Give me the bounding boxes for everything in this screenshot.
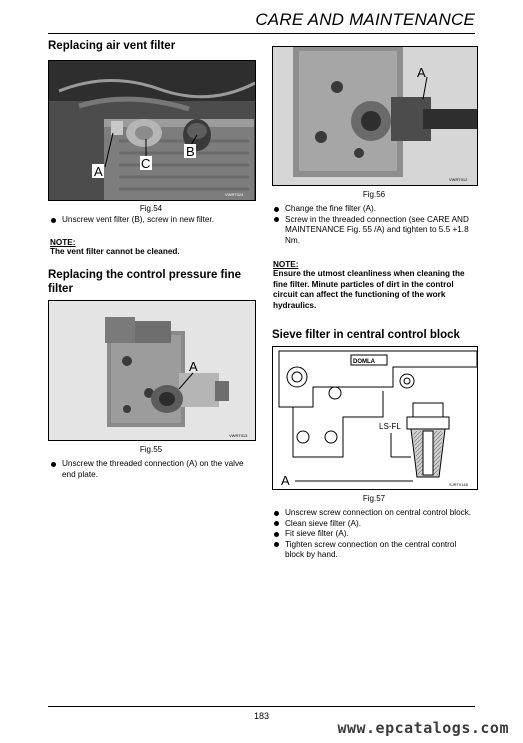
right-section2-bullets [273, 508, 475, 561]
fig55-code: VWRT013 [229, 433, 248, 438]
fig54-label-c: C [141, 156, 151, 171]
footer-divider [48, 706, 475, 707]
fig56-code: VWRT012 [449, 177, 468, 182]
figure-55-caption: Fig.55 [139, 445, 163, 454]
fig56-label-a: A [417, 65, 426, 80]
fig57-label-lsfl: LS-FL [379, 422, 401, 431]
list-item: Unscrew the threaded connection (A) on the valve end plate. [50, 459, 253, 480]
figure-57-caption: Fig.57 [362, 494, 386, 503]
list-item: Tighten screw connection on the central control block by hand. [273, 540, 475, 561]
fig54-code: VWRT024 [225, 192, 244, 197]
list-item: Change the fine filter (A). [273, 204, 475, 215]
fig57-label-a: A [281, 473, 290, 488]
list-item: Unscrew vent filter (B), screw in new filter. [50, 215, 255, 226]
figure-55-photo [48, 300, 256, 441]
figure-54-caption: Fig.54 [139, 204, 163, 213]
list-item: Fit sieve filter (A). [273, 529, 475, 540]
header-divider [48, 33, 475, 34]
figure-56-caption: Fig.56 [362, 190, 386, 199]
watermark: www.epcatalogs.com [337, 719, 509, 737]
section1-bullets [50, 215, 255, 226]
fig54-label-b: B [186, 144, 195, 159]
figure-54-photo [48, 60, 256, 201]
figure-57-diagram [272, 346, 478, 490]
fig55-label-a: A [189, 359, 198, 374]
note-text-fine-filter: Ensure the utmost cleanliness when cleaning the fine filter. Minute particles of dirt in the control circuit can affect the functioning of the work hydraulics. [273, 269, 465, 310]
note-heading-fine-filter: NOTE: [273, 260, 299, 269]
fig57-code: SJRT0148 [449, 482, 468, 487]
fig54-label-a: A [94, 164, 103, 179]
note-text-vent: The vent filter cannot be cleaned. [50, 247, 180, 256]
fig57-plate-text: DOMLA [353, 359, 375, 365]
section-title-sieve-filter: Sieve filter in central control block [272, 329, 460, 341]
page-number: 183 [253, 711, 270, 721]
figure-56-photo [272, 46, 478, 186]
right-section1-bullets [273, 204, 475, 246]
page-header-title: CARE AND MAINTENANCE [255, 10, 475, 29]
section2-bullets [50, 459, 253, 480]
list-item: Clean sieve filter (A). [273, 519, 475, 530]
section-title-fine-filter: Replacing the control pressure fine filter [48, 269, 241, 295]
list-item: Screw in the threaded connection (see CARE AND MAINTENANCE Fig. 55 /A) and tighten to 5.5 +1.8 Nm. [273, 215, 475, 247]
note-heading-vent: NOTE: [50, 238, 76, 247]
list-item: Unscrew screw connection on central control block. [273, 508, 475, 519]
section-title-air-vent: Replacing air vent filter [48, 40, 176, 52]
